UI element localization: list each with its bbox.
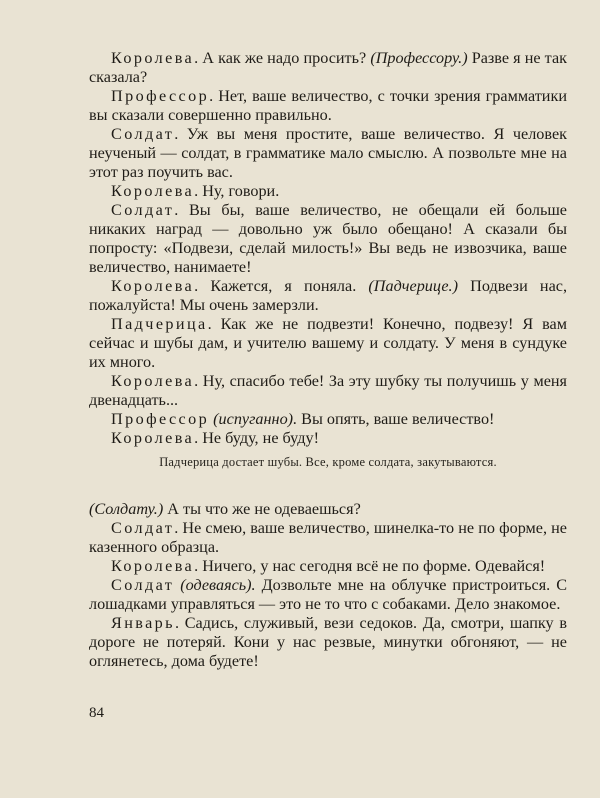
line-tail: Дозвольте мне на облучке пристроиться. С лошадками управляться — это не то что с собаками. Дело знакомое. bbox=[89, 576, 567, 613]
line-tail: Подвези нас, пожалуйста! Мы очень замерзли. bbox=[89, 277, 567, 314]
dialogue-block-bottom bbox=[89, 500, 567, 671]
line-text: . Садись, служивый, вези седоков. Да, смотри, шапку в дороге не потеряй. Кони у нас резвые, минутки обгоняют, — не оглянетесь, дома будете! bbox=[89, 614, 567, 670]
speaker-name: Профессор bbox=[111, 410, 210, 428]
dialogue-line bbox=[89, 315, 567, 372]
line-text: . Кажется, я поняла. bbox=[194, 277, 369, 295]
speaker-name: Солдат bbox=[111, 201, 175, 219]
dialogue-line bbox=[89, 201, 567, 277]
stage-note: (Солдату.) bbox=[89, 500, 164, 518]
dialogue-line bbox=[89, 372, 567, 410]
dialogue-line bbox=[89, 277, 567, 315]
dialogue-block-top bbox=[89, 49, 567, 448]
speaker-name: Падчерица bbox=[111, 315, 208, 333]
line-text: . Не смею, ваше величество, шинелка-то не по форме, не казенного образца. bbox=[89, 519, 567, 556]
line-text: . Нет, ваше величество, с точки зрения грамматики вы сказали совершенно правильно. bbox=[89, 87, 567, 124]
dialogue-line bbox=[89, 576, 567, 614]
line-text: . Вы бы, ваше величество, не обещали ей больше никаких наград — довольно уж было обещано! А сказали бы попросту: «Подвези, сделай милость!» Вы ведь не извозчика, ваше величество, нанимаете! bbox=[89, 201, 567, 276]
dialogue-line bbox=[89, 614, 567, 671]
line-tail: Вы опять, ваше величество! bbox=[297, 410, 495, 428]
dialogue-line bbox=[89, 49, 567, 87]
line-text: . Ну, говори. bbox=[194, 182, 280, 200]
speaker-name: Королева bbox=[111, 372, 195, 390]
dialogue-line bbox=[89, 429, 567, 448]
speaker-name: Солдат bbox=[111, 125, 175, 143]
speaker-name: Солдат bbox=[111, 576, 175, 594]
stage-note: (Падчерице.) bbox=[368, 277, 458, 295]
page-number: 84 bbox=[89, 705, 104, 721]
line-text: . Не буду, не буду! bbox=[194, 429, 319, 447]
dialogue-line bbox=[89, 500, 567, 519]
dialogue-line bbox=[89, 410, 567, 429]
dialogue-line bbox=[89, 182, 567, 201]
speaker-name: Солдат bbox=[111, 519, 175, 537]
dialogue-line bbox=[89, 557, 567, 576]
dialogue-line bbox=[89, 87, 567, 125]
stage-direction: Падчерица достает шубы. Все, кроме солдата, закутываются. bbox=[159, 455, 497, 469]
line-text: . Уж вы меня простите, ваше величество. Я человек неученый — солдат, в грамматике мало смыслю. А позвольте мне на этот раз поучить вас. bbox=[89, 125, 567, 181]
line-tail: А ты что же не одеваешься? bbox=[163, 500, 361, 518]
speaker-name: Королева bbox=[111, 182, 195, 200]
speaker-name: Королева bbox=[111, 277, 195, 295]
line-text: . Ну, спасибо тебе! За эту шубку ты получишь у меня двенадцать... bbox=[89, 372, 567, 409]
speaker-name: Профессор bbox=[111, 87, 210, 105]
speaker-name: Королева bbox=[111, 557, 195, 575]
speaker-name: Королева bbox=[111, 49, 195, 67]
line-tail: Разве я не так сказала? bbox=[89, 49, 568, 86]
speaker-name: Королева bbox=[111, 429, 195, 447]
dialogue-line bbox=[89, 519, 567, 557]
speaker-name: Январь bbox=[111, 614, 175, 632]
line-text: . Как же не подвезти! Конечно, подвезу! Я вам сейчас и шубы дам, и учителю вашему и солдату. У меня в сундуке их много. bbox=[89, 315, 567, 371]
stage-note: (Профессору.) bbox=[370, 49, 468, 67]
line-text: . А как же надо просить? bbox=[194, 49, 371, 67]
line-text: . Ничего, у нас сегодня всё не по форме. Одевайся! bbox=[194, 557, 546, 575]
stage-note: (одеваясь). bbox=[180, 576, 256, 594]
dialogue-line bbox=[89, 125, 567, 182]
stage-note: (испуганно). bbox=[213, 410, 298, 428]
